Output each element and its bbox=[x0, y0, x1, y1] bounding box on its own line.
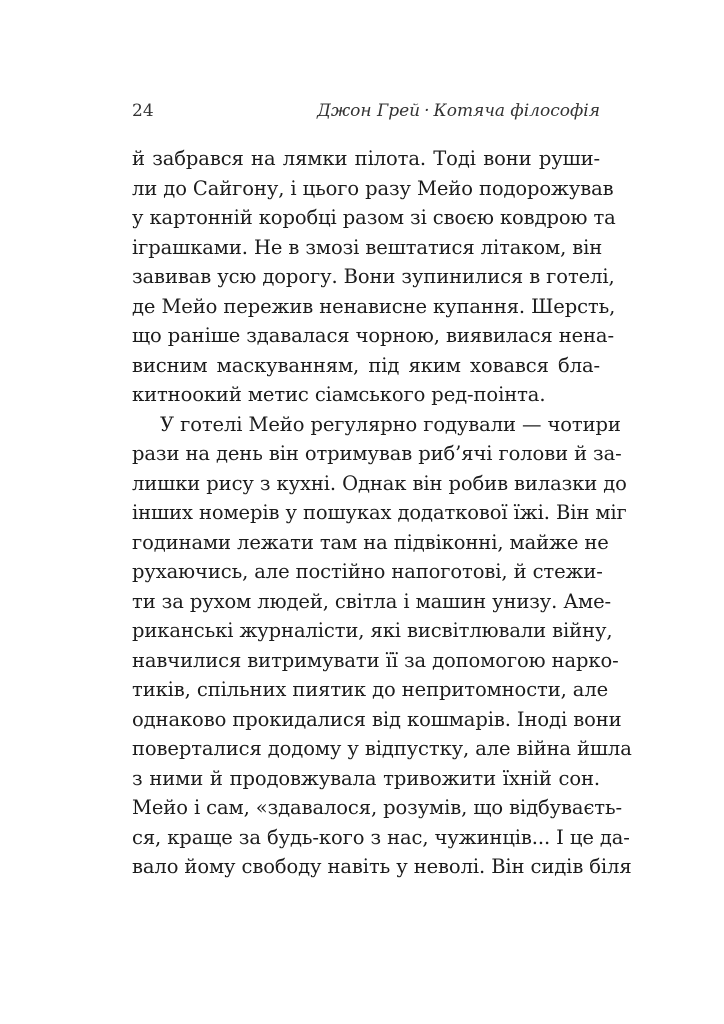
text-line: У готелі Мейо регулярно годували — чотири bbox=[160, 412, 621, 436]
text-line: інших номерів у пошуках додаткової їжі. Він міг bbox=[132, 501, 627, 524]
text-line: висним маскуванням, під яким ховався бла- bbox=[132, 353, 600, 377]
text-line: годинами лежати там на підвіконні, майже не bbox=[132, 530, 609, 554]
running-head bbox=[317, 101, 600, 121]
text-line: де Мейо пережив ненависне купання. Шерсть, bbox=[132, 294, 616, 318]
text-line: поверталися додому у відпустку, але війна йшла bbox=[132, 737, 632, 760]
text-line: китноокий метис сіамського ред-поінта. bbox=[132, 383, 546, 406]
text-line: риканські журналісти, які висвітлювали війну, bbox=[132, 619, 613, 642]
running-head-title: Котяча філософія bbox=[433, 101, 600, 121]
text-line: завивав усю дорогу. Вони зупинилися в готелі, bbox=[132, 265, 615, 288]
text-line: рухаючись, але постійно напоготові, й стежи- bbox=[132, 560, 603, 583]
text-line: й забрався на лямки пілота. Тоді вони руши- bbox=[132, 147, 600, 170]
paragraph-2 bbox=[132, 410, 632, 882]
text-line: навчилися витримувати її за допомогою нарко- bbox=[132, 648, 619, 672]
page-header bbox=[132, 101, 600, 125]
text-line: ти за рухом людей, світла і машин унизу. Аме- bbox=[132, 589, 612, 613]
text-line: ся, краще за будь-кого з нас, чужинців... І це да- bbox=[132, 825, 630, 849]
text-line: у картонній коробці разом зі своєю ковдрою та bbox=[132, 206, 616, 229]
paragraph-1 bbox=[132, 144, 616, 410]
text-line: що раніше здавалася чорною, виявилася нена- bbox=[132, 324, 614, 347]
text-line: тиків, спільних пиятик до непритомности, але bbox=[132, 678, 609, 701]
running-head-author: Джон Грей bbox=[317, 101, 421, 121]
running-head-separator: · bbox=[424, 101, 430, 121]
page-number: 24 bbox=[132, 101, 154, 121]
text-line: ли до Сайгону, і цього разу Мейо подорожував bbox=[132, 176, 614, 200]
text-line: однаково прокидалися від кошмарів. Іноді вони bbox=[132, 707, 622, 731]
text-line: з ними й продовжувала тривожити їхній сон. bbox=[132, 766, 600, 790]
text-line: вало йому свободу навіть у неволі. Він сидів біля bbox=[132, 855, 632, 878]
body-text bbox=[132, 144, 632, 882]
text-line: іграшками. Не в змозі вештатися літаком, він bbox=[132, 235, 603, 259]
text-line: рази на день він отримував риб’ячі голови й за- bbox=[132, 442, 622, 465]
text-line: лишки рису з кухні. Однак він робив вилазки до bbox=[132, 471, 627, 495]
text-line: Мейо і сам, «здавалося, розумів, що відбуваєть- bbox=[132, 796, 622, 819]
